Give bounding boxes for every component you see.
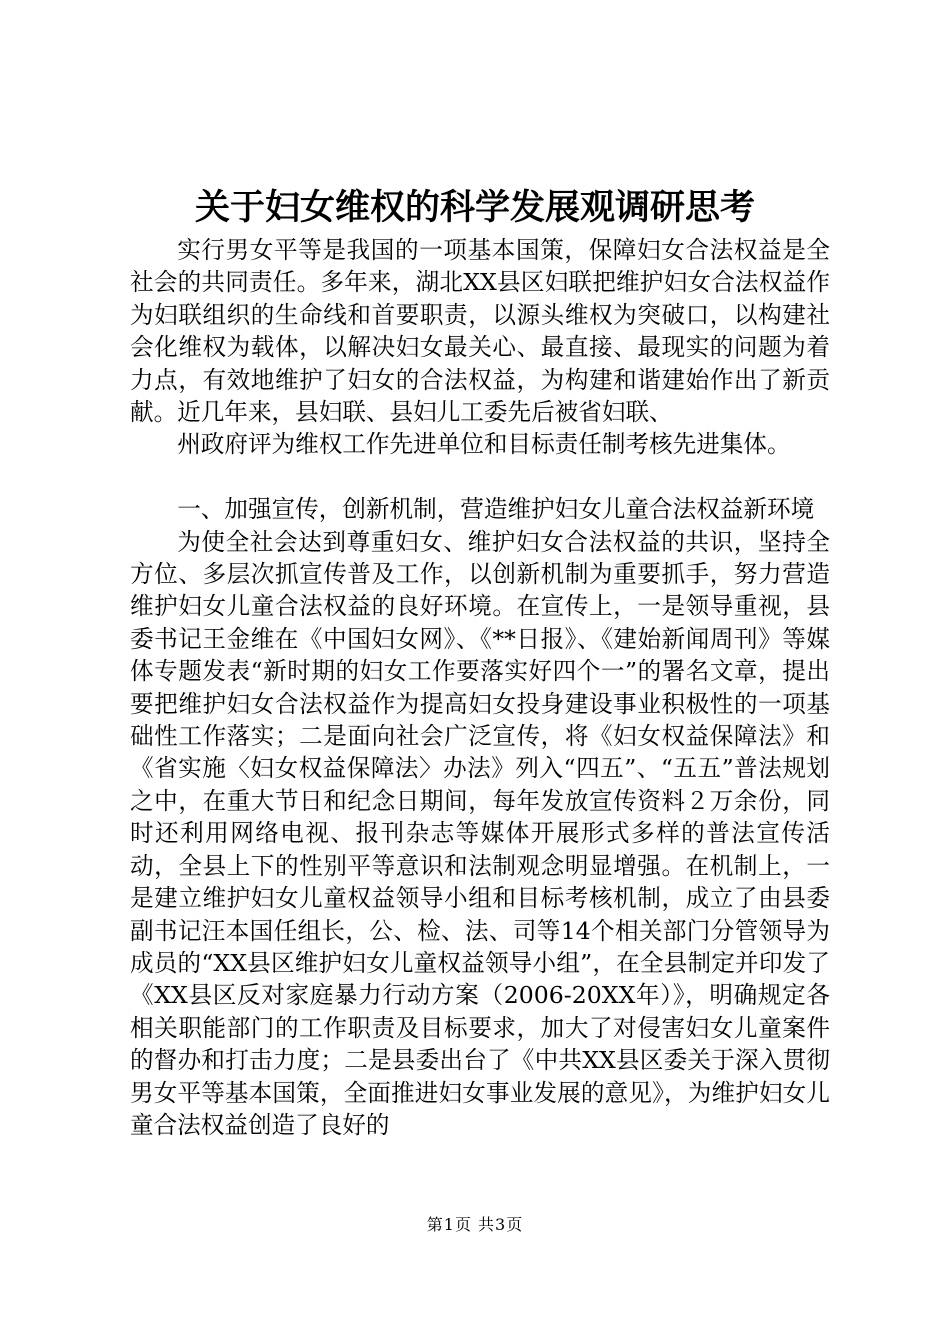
page-footer: 第1页 共3页 xyxy=(426,1215,524,1234)
paragraph-gap xyxy=(130,461,830,493)
paragraph-awards: 州政府评为维权工作先进单位和目标责任制考核先进集体。 xyxy=(177,430,791,459)
section-heading: 一、加强宣传，创新机制，营造维护妇女儿童合法权益新环境 xyxy=(177,495,815,524)
paragraph-intro: 实行男女平等是我国的一项基本国策，保障妇女合法权益是全社会的共同责任。多年来，湖北XX县区妇联把维护妇女合法权益作为妇联组织的生命线和首要职责，以源头维权为突破口，以构建社会化维权为载体，以解决妇女最关心、最直接、最现实的问题为着力点，有效地维护了妇女的合法权益，为构建和谐建始作出了新贡献。近几年来，县妇联、县妇儿工委先后被省妇联、 xyxy=(130,236,830,427)
document-body xyxy=(130,234,830,1141)
document-title: 关于妇女维权的科学发展观调研思考 xyxy=(194,187,755,228)
paragraph-section-body: 为使全社会达到尊重妇女、维护妇女合法权益的共识，坚持全方位、多层次抓宣传普及工作，以创新机制为重要抓手，努力营造维护妇女儿童合法权益的良好环境。在宣传上，一是领导重视，县委书记王金维在《中国妇女网》、《**日报》、《建始新闻周刊》等媒体专题发表“新时期的妇女工作要落实好四个一”的署名文章，提出要把维护妇女合法权益作为提高妇女投身建设事业积极性的一项基础性工作落实；二是面向社会广泛宣传，将《妇女权益保障法》和《省实施〈妇女权益保障法〉办法》列入“四五”、“五五”普法规划之中，在重大节日和纪念日期间，每年发放宣传资料２万余份，同时还利用网络电视、报刊杂志等媒体开展形式多样的普法宣传活动，全县上下的性别平等意识和法制观念明显增强。在机制上，一是建立维护妇女儿童权益领导小组和目标考核机制，成立了由县委副书记汪本国任组长，公、检、法、司等14个相关部门分管领导为成员的“XX县区维护妇女儿童权益领导小组”，在全县制定并印发了《XX县区反对家庭暴力行动方案（2006-20XX年）》，明确规定各相关职能部门的工作职责及目标要求，加大了对侵害妇女儿童案件的督办和打击力度；二是县委出台了《中共XX县区委关于深入贯彻男女平等基本国策，全面推进妇女事业发展的意见》，为维护妇女儿童合法权益创造了良好的 xyxy=(130,527,830,1139)
